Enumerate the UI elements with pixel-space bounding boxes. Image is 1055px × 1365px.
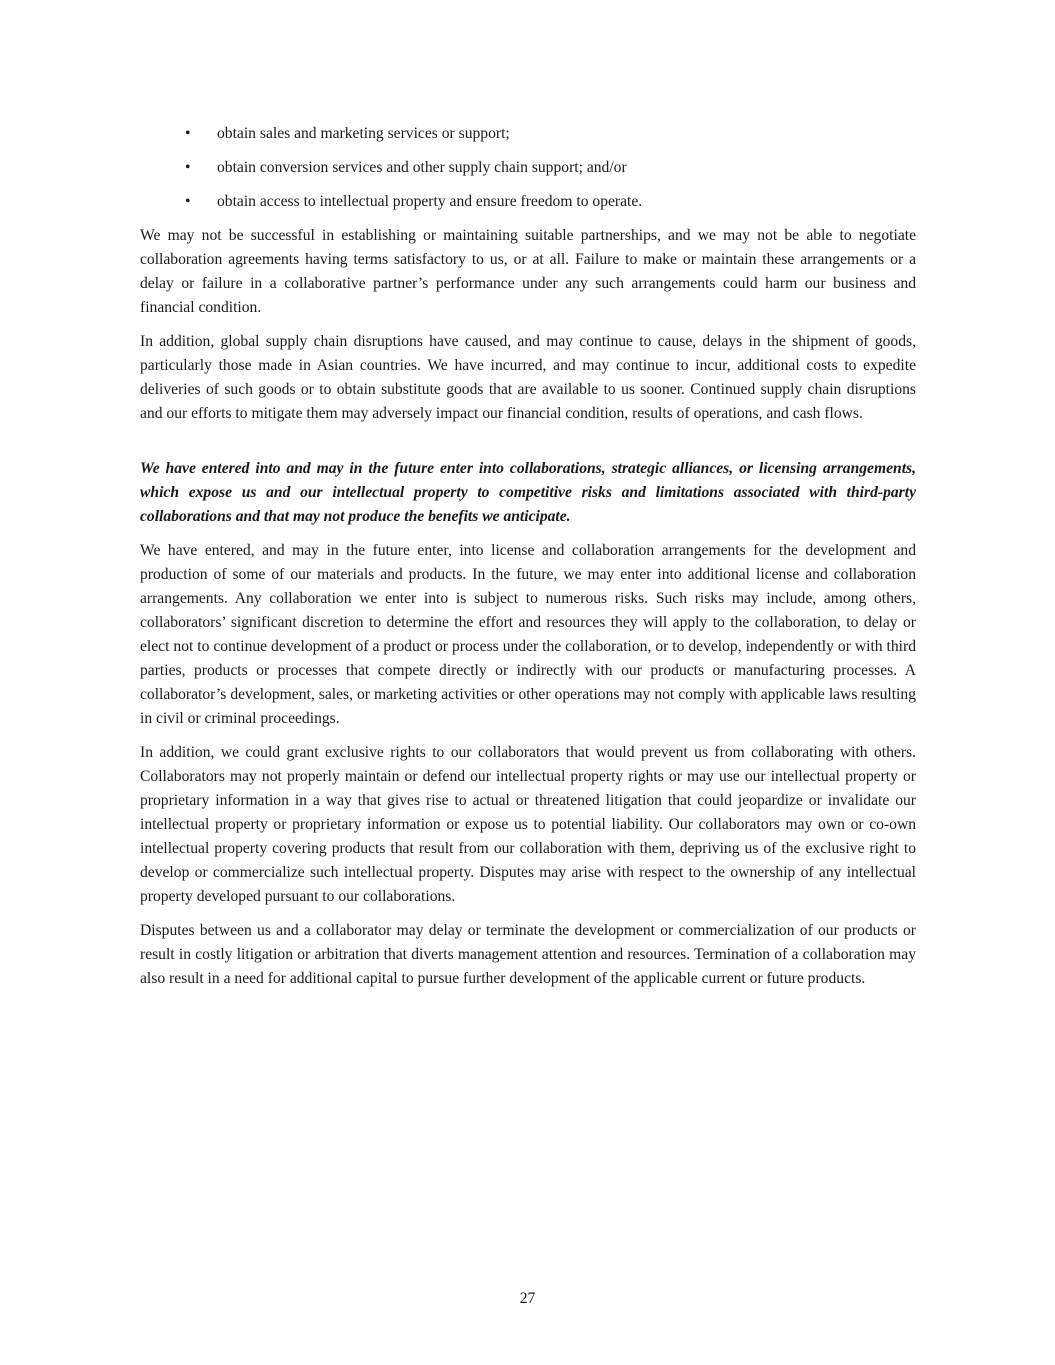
paragraph-supply-chain: In addition, global supply chain disruptions have caused, and may continue to cause, delays in the shipment of goods, particularly those made in Asian countries. We have incurred, and may continue to incur, additional costs to expedite deliveries of such goods or to obtain substitute goods that are available to us sooner. Continued supply chain disruptions and our efforts to mitigate them may adversely impact our financial condition, results of operations, and cash flows. <box>140 333 916 422</box>
bullet-text: obtain conversion services and other supply chain support; and/or <box>217 159 627 176</box>
page-body <box>140 122 916 1001</box>
paragraph-disputes: Disputes between us and a collaborator may delay or terminate the development or commercialization of our products or result in costly litigation or arbitration that diverts management attention and resources. Termination of a collaboration may also result in a need for additional capital to pursue further development of the applicable current or future products. <box>140 922 916 987</box>
bullet-item <box>140 190 916 214</box>
paragraph-exclusive-rights: In addition, we could grant exclusive rights to our collaborators that would prevent us from collaborating with others. Collaborators may not properly maintain or defend our intellectual property rights or may use our intellectual property or proprietary information in a way that gives rise to actual or threatened litigation that could jeopardize or invalidate our intellectual property or proprietary information or expose us to potential liability. Our collaborators may own or co-own intellectual property covering products that result from our collaboration with them, depriving us of the exclusive right to develop or commercialize such intellectual property. Disputes may arise with respect to the ownership of any intellectual property developed pursuant to our collaborations. <box>140 744 916 905</box>
risk-factor-heading: We have entered into and may in the future enter into collaborations, strategic alliances, or licensing arrangements, which expose us and our intellectual property to competitive risks and limitations associated with third-party collaborations and that may not produce the benefits we anticipate. <box>140 460 916 525</box>
bullet-text: obtain access to intellectual property and ensure freedom to operate. <box>217 193 643 210</box>
paragraph-partnerships: We may not be successful in establishing or maintaining suitable partnerships, and we may not be able to negotiate collaboration agreements having terms satisfactory to us, or at all. Failure to make or maintain these arrangements or a delay or failure in a collaborative partner’s performance under any such arrangements could harm our business and financial condition. <box>140 227 916 316</box>
bullet-item <box>140 156 916 180</box>
bullet-list <box>140 122 916 214</box>
page-number: 27 <box>519 1290 536 1307</box>
bullet-icon: • <box>185 159 191 176</box>
bullet-text: obtain sales and marketing services or support; <box>217 125 510 142</box>
bullet-item <box>140 122 916 146</box>
bullet-icon: • <box>185 125 191 142</box>
bullet-icon: • <box>185 193 191 210</box>
paragraph-license-arrangements: We have entered, and may in the future enter, into license and collaboration arrangements for the development and production of some of our materials and products. In the future, we may enter into additional license and collaboration arrangements. Any collaboration we enter into is subject to numerous risks. Such risks may include, among others, collaborators’ significant discretion to determine the effort and resources they will apply to the collaboration, to delay or elect not to continue development of a product or process under the collaboration, or to develop, independently or with third parties, products or processes that compete directly or indirectly with our products or manufacturing processes. A collaborator’s development, sales, or marketing activities or other operations may not comply with applicable laws resulting in civil or criminal proceedings. <box>140 542 916 727</box>
